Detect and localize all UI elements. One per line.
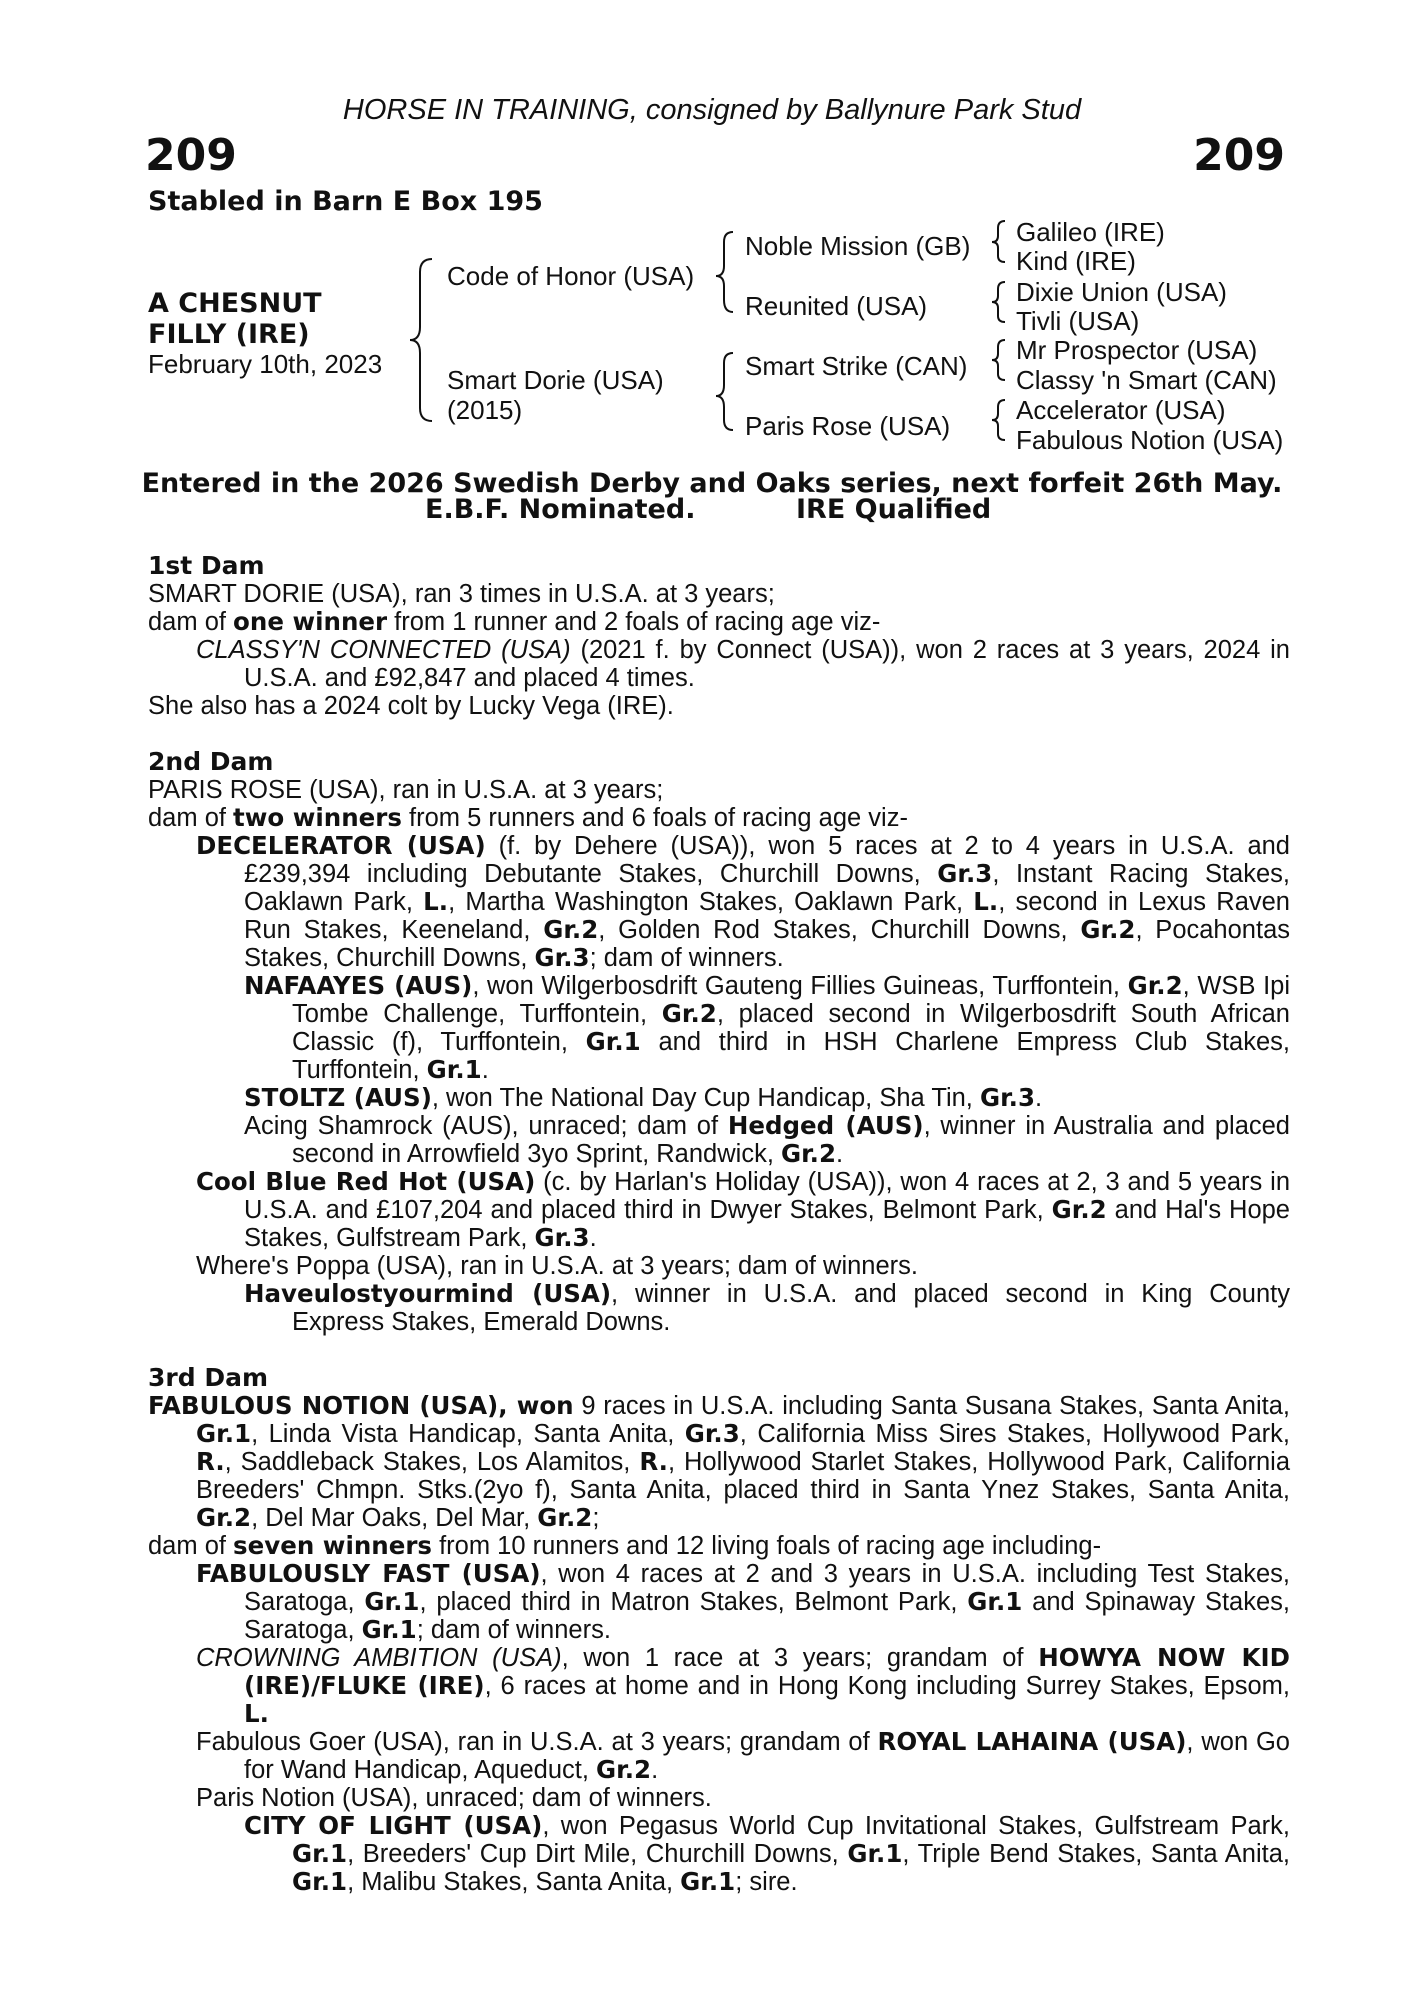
pedigree-gen3-3: Dixie Union (USA): [1016, 277, 1227, 307]
progeny-wheres-poppa: Where's Poppa (USA), ran in U.S.A. at 3 years; dam of winners.: [196, 1252, 918, 1280]
brace-sire: [716, 232, 733, 312]
pedigree-gen3-4: Tivli (USA): [1016, 306, 1140, 336]
dam3-fabulous-notion: FABULOUS NOTION (USA), won 9 races in U.S.A. including Santa Susana Stakes, Santa Anita, Gr.1, Linda Vista Handicap, Santa Anita, Gr.3, California Miss Sires Stakes, Hollywood Park, R., Saddleback Stakes, Los Alamitos, R., Hollywood Starlet Stakes, Hollywood Park, California Breeders' Chmpn. Stks.(2yo f), Santa Anita, placed third in Santa Ynez Stakes, Santa Anita, Gr.2, Del Mar Oaks, Del Mar, Gr.2;: [148, 1391, 1290, 1532]
section-third-dam: 3rd Dam: [148, 1363, 268, 1392]
pedigree-dam-year: (2015): [447, 395, 523, 425]
pedigree-gen3-7: Accelerator (USA): [1016, 395, 1226, 425]
brace-ss: [992, 221, 1005, 262]
horse-sex-line: FILLY (IRE): [148, 319, 310, 350]
stabled-info: Stabled in Barn E Box 195: [148, 186, 543, 217]
lot-number-left: 209: [145, 130, 237, 181]
consignment-line: HORSE IN TRAINING, consigned by Ballynure Park Stud: [342, 94, 1082, 126]
dam1-also-has: She also has a 2024 colt by Lucky Vega (IRE).: [148, 692, 674, 720]
progeny-stoltz: STOLTZ (AUS), won The National Day Cup Handicap, Sha Tin, Gr.3.: [244, 1083, 1043, 1112]
pedigree-gen3-2: Kind (IRE): [1016, 246, 1136, 276]
progeny-haveulostyourmind: Haveulostyourmind (USA), winner in U.S.A. and placed second in King County Express Stakes, Emerald Downs.: [244, 1279, 1290, 1336]
progeny-decelerator: DECELERATOR (USA) (f. by Dehere (USA)), won 5 races at 2 to 4 years in U.S.A. and £239,394 including Debutante Stakes, Churchill Downs, Gr.3, Instant Racing Stakes, Oaklawn Park, L., Martha Washington Stakes, Oaklawn Park, L., second in Lexus Raven Run Stakes, Keeneland, Gr.2, Golden Rod Stakes, Churchill Downs, Gr.2, Pocahontas Stakes, Churchill Downs, Gr.3; dam of winners.: [196, 831, 1291, 972]
horse-colour-line: A CHESNUT: [148, 288, 322, 319]
progeny-classy-n-connected: CLASSY'N CONNECTED (USA) (2021 f. by Connect (USA)), won 2 races at 3 years, 2024 in U.S.A. and £92,847 and placed 4 times.: [196, 636, 1290, 692]
section-first-dam: 1st Dam: [148, 551, 265, 580]
entries-banner: Entered in the 2026 Swedish Derby and Oaks series, next forfeit 26th May.: [141, 468, 1283, 499]
pedigree-gen3-1: Galileo (IRE): [1016, 217, 1165, 247]
pedigree-dam-dam: Paris Rose (USA): [745, 411, 951, 441]
pedigree-gen3-6: Classy 'n Smart (CAN): [1016, 365, 1277, 395]
progeny-paris-notion: Paris Notion (USA), unraced; dam of winners.: [196, 1784, 712, 1812]
ire-qualified: IRE Qualified: [796, 494, 992, 525]
brace-dd: [992, 400, 1005, 440]
lot-number-right: 209: [1193, 130, 1285, 181]
dam1-summary: SMART DORIE (USA), ran 3 times in U.S.A. at 3 years;: [148, 580, 775, 608]
progeny-city-of-light: CITY OF LIGHT (USA), won Pegasus World Cup Invitational Stakes, Gulfstream Park, Gr.1, Breeders' Cup Dirt Mile, Churchill Downs, Gr.1, Triple Bend Stakes, Santa Anita, Gr.1, Malibu Stakes, Santa Anita, Gr.1; sire.: [244, 1811, 1290, 1896]
brace-gen1: [410, 259, 432, 421]
progeny-fabulously-fast: FABULOUSLY FAST (USA), won 4 races at 2 and 3 years in U.S.A. including Test Stakes, Saratoga, Gr.1, placed third in Matron Stakes, Belmont Park, Gr.1 and Spinaway Stakes, Saratoga, Gr.1; dam of winners.: [196, 1559, 1290, 1644]
progeny-crowning-ambition: CROWNING AMBITION (USA), won 1 race at 3 years; grandam of HOWYA NOW KID (IRE)/FLUKE (IRE), 6 races at home and in Hong Kong including Surrey Stakes, Epsom, L.: [196, 1643, 1290, 1728]
dam2-produce-line: dam of two winners from 5 runners and 6 foals of racing age viz-: [148, 803, 908, 832]
pedigree-gen3-8: Fabulous Notion (USA): [1016, 425, 1284, 455]
brace-ds: [992, 340, 1005, 380]
pedigree-dam-sire: Smart Strike (CAN): [745, 351, 968, 381]
dam2-summary: PARIS ROSE (USA), ran in U.S.A. at 3 years;: [148, 776, 664, 804]
pedigree-dam: Smart Dorie (USA): [447, 365, 664, 395]
progeny-fabulous-goer: Fabulous Goer (USA), ran in U.S.A. at 3 years; grandam of ROYAL LAHAINA (USA), won Go for Wand Handicap, Aqueduct, Gr.2.: [196, 1727, 1290, 1784]
progeny-acing-shamrock: Acing Shamrock (AUS), unraced; dam of Hedged (AUS), winner in Australia and placed second in Arrowfield 3yo Sprint, Randwick, Gr.2.: [244, 1111, 1290, 1168]
catalogue-body: [148, 552, 1290, 1896]
progeny-cool-blue-red-hot: Cool Blue Red Hot (USA) (c. by Harlan's Holiday (USA)), won 4 races at 2, 3 and 5 years in U.S.A. and £107,204 and placed third in Dwyer Stakes, Belmont Park, Gr.2 and Hal's Hope Stakes, Gulfstream Park, Gr.3.: [196, 1167, 1290, 1252]
brace-dam: [716, 353, 733, 430]
dam1-produce-line: dam of one winner from 1 runner and 2 foals of racing age viz-: [148, 607, 881, 636]
pedigree-sire-sire: Noble Mission (GB): [745, 231, 971, 261]
pedigree-gen3-5: Mr Prospector (USA): [1016, 335, 1258, 365]
ebf-nominated: E.B.F. Nominated.: [425, 494, 696, 525]
dam3-produce-line: dam of seven winners from 10 runners and 12 living foals of racing age including-: [148, 1531, 1102, 1560]
pedigree-sire-dam: Reunited (USA): [745, 291, 928, 321]
brace-sd: [992, 282, 1005, 322]
foaling-date: February 10th, 2023: [148, 349, 383, 379]
pedigree-sire: Code of Honor (USA): [447, 261, 695, 291]
progeny-nafaayes: NAFAAYES (AUS), won Wilgerbosdrift Gauteng Fillies Guineas, Turffontein, Gr.2, WSB Ipi Tombe Challenge, Turffontein, Gr.2, placed second in Wilgerbosdrift South African Classic (f), Turffontein, Gr.1 and third in HSH Charlene Empress Club Stakes, Turffontein, Gr.1.: [244, 971, 1291, 1084]
section-second-dam: 2nd Dam: [148, 747, 274, 776]
